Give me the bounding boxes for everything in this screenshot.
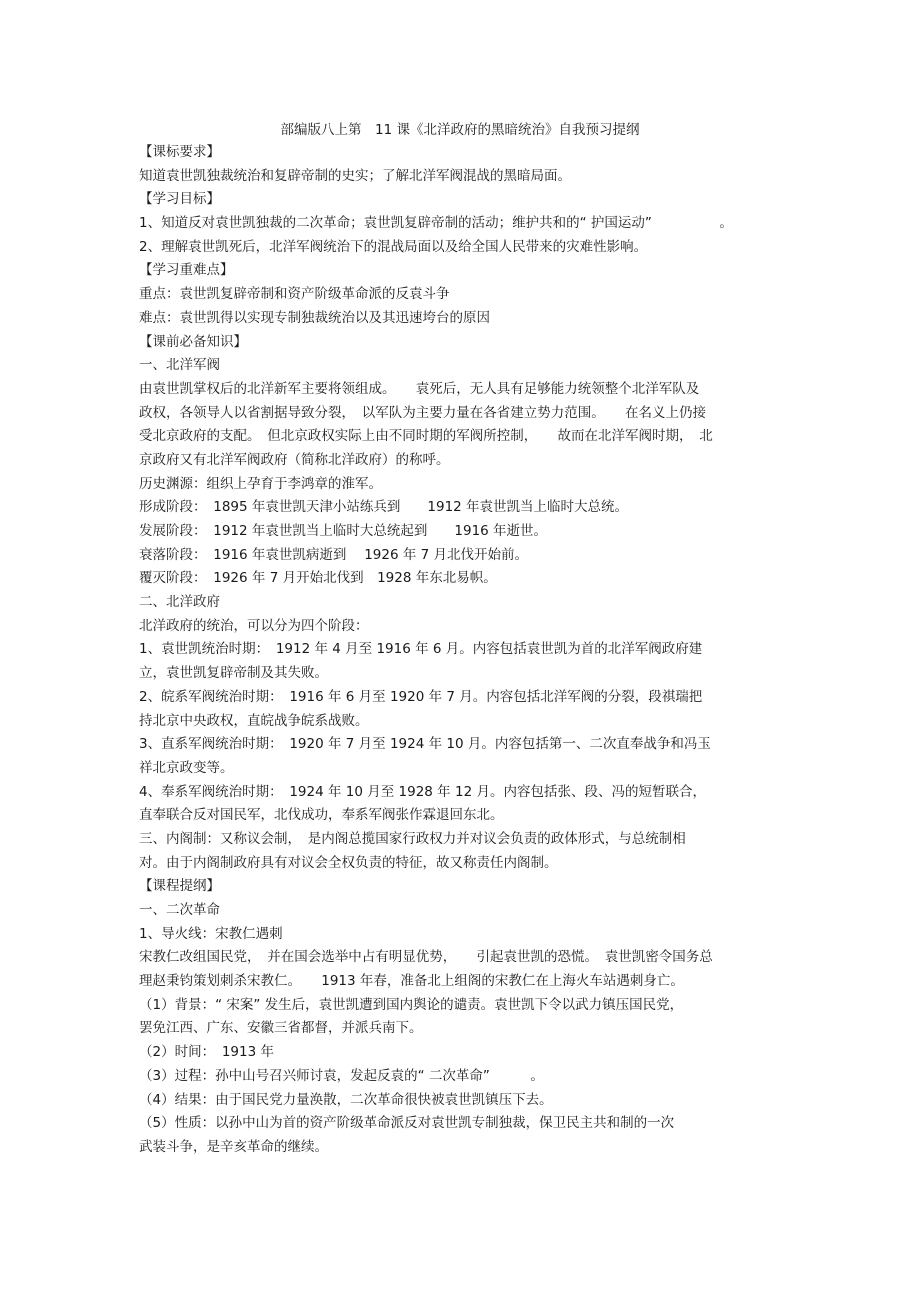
- text-line: 1、袁世凯统治时期： 1912 年 4 月至 1916 年 6 月。内容包括袁世凯为首的北洋军阀政府建: [139, 641, 703, 658]
- text-line: 立，袁世凯复辟帝制及其失败。: [139, 665, 328, 682]
- text-line: 宋教仁改组国民党， 并在国会选举中占有明显优势， 引起袁世凯的恐慌。 袁世凯密令国务总: [139, 949, 713, 966]
- text-line: 罢免江西、广东、安徽三省都督，并派兵南下。: [139, 1020, 423, 1037]
- text-line: 北洋政府的统治，可以分为四个阶段：: [139, 617, 369, 634]
- text-line: 直奉联合反对国民军，北伐成功，奉系军阀张作霖退回东北。: [139, 807, 504, 824]
- text-line: 覆灭阶段： 1926 年 7 月开始北伐到 1928 年东北易帜。: [139, 570, 497, 587]
- text-line: 1、导火线：宋教仁遇刺: [139, 925, 283, 942]
- text-line: 重点：袁世凯复辟帝制和资产阶级革命派的反袁斗争: [139, 286, 450, 303]
- text-line: 【学习目标】: [139, 191, 220, 208]
- text-line: 一、二次革命: [139, 902, 220, 918]
- text-line: 政权，各领导人以省割据导致分裂， 以军队为主要力量在各省建立势力范围。 在名义上仍接: [139, 404, 706, 421]
- text-line: 京政府又有北洋军阀政府（简称北洋政府）的称呼。: [139, 451, 450, 468]
- text-line: 一、北洋军阀: [139, 357, 220, 374]
- text-line: 2、皖系军阀统治时期： 1916 年 6 月至 1920 年 7 月。内容包括北洋军阀的分裂，段祺瑞把: [139, 688, 703, 705]
- text-line: （3）过程：孙中山号召兴师讨袁，发起反袁的“ 二次革命” 。: [139, 1067, 544, 1084]
- text-line: 武装斗争，是辛亥革命的继续。: [139, 1138, 328, 1155]
- text-line: 历史渊源：组织上孕育于李鸿章的淮军。: [139, 475, 382, 492]
- text-line: 理赵秉钧策划刺杀宋教仁。 1913 年春，准备北上组阁的宋教仁在上海火车站遇刺身亡。: [139, 973, 684, 990]
- text-line: 由袁世凯掌权后的北洋新军主要将领组成。 袁死后，无人具有足够能力统领整个北洋军队及: [139, 380, 700, 397]
- document-title: 部编版八上第 11 课《北洋政府的黑暗统治》自我预习提纲: [280, 122, 640, 138]
- text-line: 发展阶段： 1912 年袁世凯当上临时大总统起到 1916 年逝世。: [139, 523, 548, 539]
- document-body: [139, 141, 789, 1160]
- text-line: （5）性质：以孙中山为首的资产阶级革命派反对袁世凯专制独裁，保卫民主共和制的一次: [139, 1115, 675, 1132]
- text-line: 形成阶段： 1895 年袁世凯天津小站练兵到 1912 年袁世凯当上临时大总统。: [139, 499, 629, 516]
- text-line: （2）时间： 1913 年: [139, 1044, 274, 1061]
- text-line: 2、理解袁世凯死后，北洋军阀统治下的混战局面以及给全国人民带来的灾难性影响。: [139, 238, 648, 255]
- text-line: 【课前必备知识】: [139, 333, 247, 350]
- text-line: 3、直系军阀统治时期： 1920 年 7 月至 1924 年 10 月。内容包括第一、二次直奉战争和冯玉: [139, 736, 711, 753]
- text-line: 受北京政府的支配。 但北京政权实际上由不同时期的军阀所控制， 故而在北洋军阀时期， 北: [139, 428, 713, 445]
- text-line: 祥北京政变等。: [139, 759, 234, 776]
- text-line: 【课程提纲】: [139, 878, 220, 895]
- text-line: （4）结果：由于国民党力量涣散，二次革命很快被袁世凯镇压下去。: [139, 1091, 553, 1108]
- text-line: 4、奉系军阀统治时期： 1924 年 10 月至 1928 年 12 月。内容包括张、段、冯的短暂联合，: [139, 783, 706, 800]
- text-line: 1、知道反对袁世凯独裁的二次革命；袁世凯复辟帝制的活动；维护共和的“ 护国运动” 。: [139, 215, 733, 232]
- text-line: 三、内阁制：又称议会制， 是内阁总揽国家行政权力并对议会负责的政体形式，与总统制相: [139, 830, 686, 847]
- text-line: 持北京中央政权，直皖战争皖系战败。: [139, 712, 369, 729]
- text-line: 衰落阶段： 1916 年袁世凯病逝到 1926 年 7 月北伐开始前。: [139, 546, 529, 563]
- text-line: 难点：袁世凯得以实现专制独裁统治以及其迅速垮台的原因: [139, 309, 490, 326]
- text-line: （1）背景：“ 宋案” 发生后，袁世凯遭到国内舆论的谴责。袁世凯下令以武力镇压国民党，: [139, 996, 684, 1013]
- text-line: 【学习重难点】: [139, 262, 234, 279]
- text-line: 【课标要求】: [139, 144, 220, 160]
- text-line: 知道袁世凯独裁统治和复辟帝制的史实；了解北洋军阀混战的黑暗局面。: [139, 167, 571, 184]
- text-line: 对。由于内阁制政府具有对议会全权负责的特征，故又称责任内阁制。: [139, 854, 558, 871]
- text-line: 二、北洋政府: [139, 594, 220, 611]
